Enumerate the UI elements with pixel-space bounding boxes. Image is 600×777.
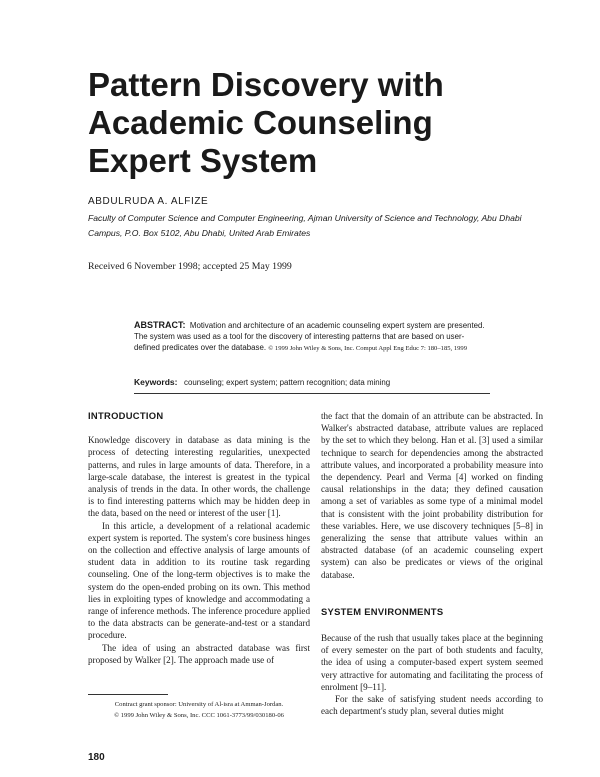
received-dates: Received 6 November 1998; accepted 25 May 1999 [88, 261, 292, 272]
left-column [88, 410, 310, 666]
article-title [88, 66, 528, 180]
affiliation-line-1: Faculty of Computer Science and Computer Engineering, Ajman University of Science and Technology, Abu Dhabi [88, 213, 522, 223]
affiliation-line-2: Campus, P.O. Box 5102, Abu Dhabi, United Arab Emirates [88, 228, 311, 238]
abstract-block [134, 320, 490, 354]
title-line-2: Academic Counseling [88, 104, 433, 141]
keywords-label: Keywords: [134, 377, 178, 387]
footnote [88, 700, 310, 721]
author-name: ABDULRUDA A. ALFIZE [88, 196, 209, 207]
footnote-copyright: © 1999 John Wiley & Sons, Inc. CCC 1061-3773/99/030180-06 [114, 711, 284, 719]
system-paragraph-1: Because of the rush that usually takes place at the beginning of every semester on the part of both students and faculty, the idea of using a computer-based expert system seemed very attractive for automating and facilitating the process of enrolment [9–11]. [321, 633, 543, 692]
abstract-text: Motivation and architecture of an academic counseling expert system are presented. The system was used as a tool for the discovery of interesting patterns that are based on user-defined predicates over the database. [134, 321, 485, 352]
affiliation [88, 211, 528, 241]
intro-paragraph-2: In this article, a development of a relational academic expert system is reported. The system's core business hinges on the collection and effective analysis of large amounts of student data in addition to its routine task regarding counseling. One of the long-term objectives is to make the system do the open-ended probing on its own. This method lies in exploiting types of knowledge and accommodating a range of inference methods. The inference procedure applied to the data abstracts can be generate-and-test or a standard procedure. [88, 520, 310, 641]
intro-paragraph-1: Knowledge discovery in database as data mining is the process of detecting interesting regularities, unexpected patterns, and rules in large amounts of data. Therefore, in a large-scale database, the interest is greatest in the typical analysis of trends in the data. In other words, the challenge is to find interesting patterns which may be hidden deep in the data, based on the need or interest of the user [1]. [88, 435, 310, 519]
title-line-3: Expert System [88, 142, 318, 179]
intro-paragraph-3: The idea of using an abstracted database was first proposed by Walker [2]. The approach made use of [88, 642, 310, 665]
footnote-sponsor: Contract grant sponsor: University of Al-isra at Amman-Jordan. [114, 701, 284, 708]
abstract-divider [134, 393, 490, 394]
abstract-citation: © 1999 John Wiley & Sons, Inc. Comput Appl Eng Educ 7: 180–185, 1999 [268, 345, 468, 352]
section-heading-system-environments: SYSTEM ENVIRONMENTS [321, 605, 444, 617]
abstract-label: ABSTRACT: [134, 320, 186, 330]
footnote-divider [88, 694, 168, 695]
title-line-1: Pattern Discovery with [88, 66, 444, 103]
system-paragraph-2: For the sake of satisfying student needs according to each department's study plan, several duties might [321, 694, 543, 717]
keywords-block [134, 377, 390, 387]
right-paragraph-1: the fact that the domain of an attribute can be abstracted. In Walker's abstracted database, attribute values are replaced by the set to which they belong. Han et al. [3] used a similar technique to search for dependencies among the abstracted attribute values, and incorporated a probability measure into the dependency. Pearl and Verma [4] worked on finding causal relationships in the data; they defined causation among a set of variables as some type of a minimal model that is consistent with the joint probability distribution for these variables. Here, we use discovery techniques [5–8] in generalizing the sense that attribute values within an abstracted database (of an academic counseling expert system) can also be predicates or views of the original database. [321, 411, 543, 580]
page-number: 180 [88, 752, 105, 763]
keywords-text: counseling; expert system; pattern recognition; data mining [184, 378, 391, 387]
section-heading-introduction: INTRODUCTION [88, 410, 164, 421]
right-column [321, 410, 543, 717]
